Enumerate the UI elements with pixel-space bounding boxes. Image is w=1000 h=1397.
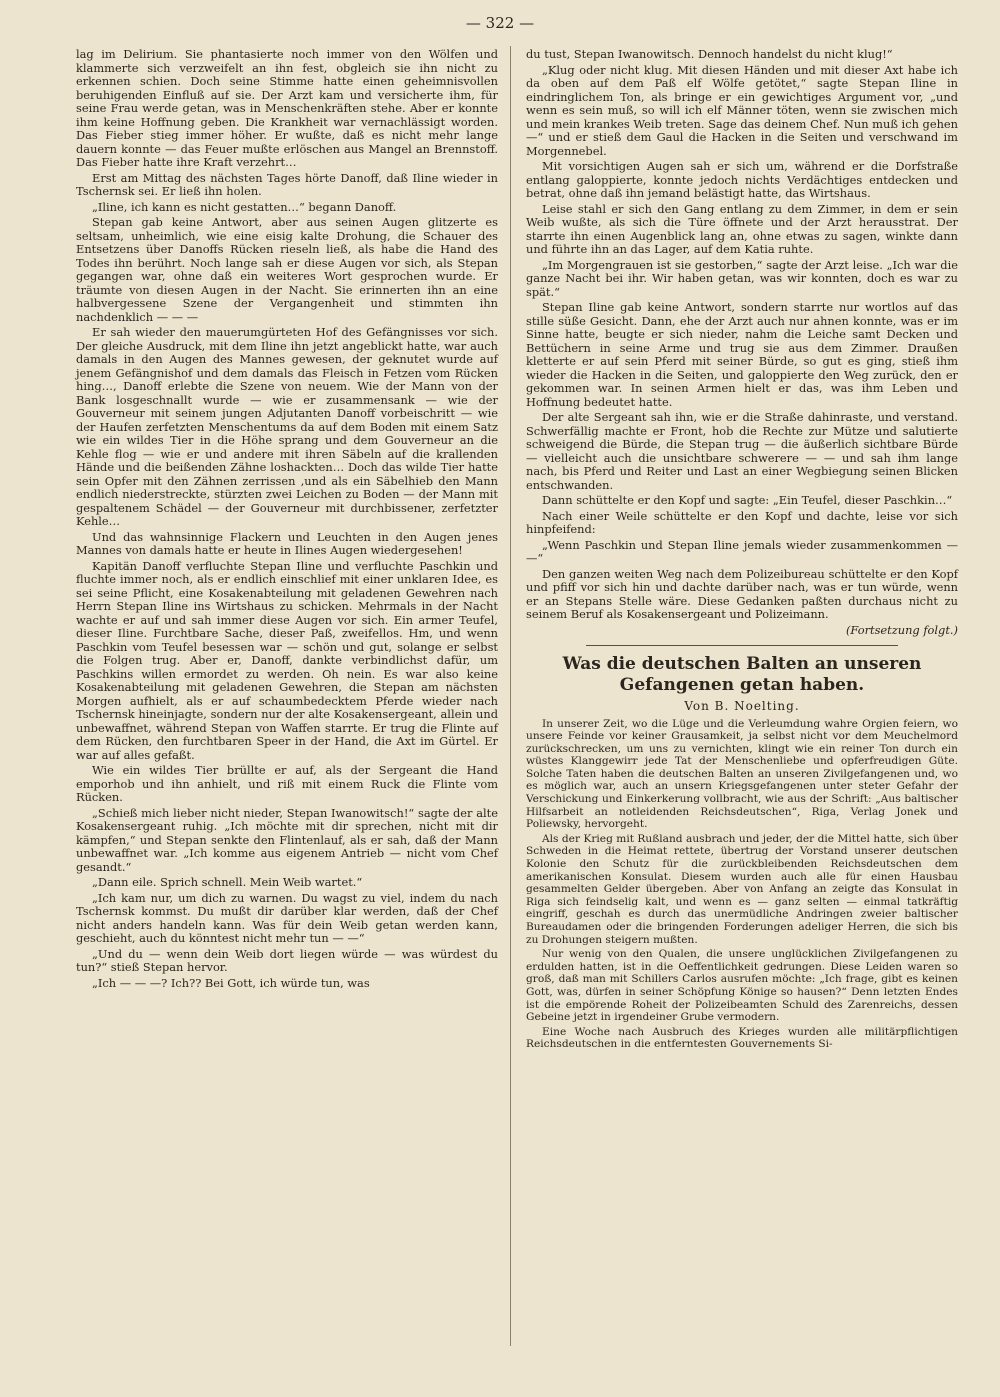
paragraph: „Schieß mich lieber nicht nieder, Stepan Iwanowitsch!“ sagte der alte Kosakensergeant ruhig. „Ich möchte mit dir sprechen, nicht mit dir kämpfen,“ und Stepan senkte den Flintenlauf, als er sah, daß der Mann unbewaffnet war. „Ich komme aus eigenem Antrieb — nicht vom Chef gesandt.“ (76, 805, 498, 874)
paragraph: „Und du — wenn dein Weib dort liegen würde — was würdest du tun?“ stieß Stepan hervor. (76, 946, 498, 974)
paragraph: Den ganzen weiten Weg nach dem Polizeibureau schüttelte er den Kopf und pfiff vor sich hin und dachte darüber nach, was er tun würde, wenn er an Stepans Stelle wäre. Diese Gedanken paßten durchaus nicht zu seinem Beruf als Kosakensergeant und Polizeimann. (526, 566, 958, 621)
right-column (526, 48, 958, 1053)
paragraph: Kapitän Danoff verfluchte Stepan Iline und verfluchte Paschkin und fluchte immer noch, als er endlich einschlief mit einer unklaren Idee, es sei seine Pflicht, eine Kosakenabteilung mit geladenen Gewehren nach Herrn Stepan Iline ins Wirtshaus zu schicken. Mehrmals in der Nacht wachte er auf und sah immer diese Augen vor sich. Ein armer Teufel, dieser Iline. Furchtbare Sache, dieser Paß, zweifellos. Hm, und wenn Paschkin vom Teufel besessen war — schön und gut, solange er selbst die Folgen trug. Aber er, Danoff, dankte verbindlichst dafür, um Paschkins willen ermordet zu werden. Oh nein. Es war also keine Kosakenabteilung mit geladenen Gewehren, die Stepan am nächsten Morgen aufhielt, als er auf schaumbedecktem Pferde wieder nach Tschernsk hineinjagte, sondern nur der alte Kosakensergeant, allein und unbewaffnet, während Stepan von Waffen starrte. Er trug die Flinte auf dem Rücken, den furchtbaren Speer in der Hand, die Axt im Gürtel. Er war auf alles gefaßt. (76, 558, 498, 762)
paragraph: Der alte Sergeant sah ihn, wie er die Straße dahinraste, und verstand. Schwerfällig machte er Front, hob die Rechte zur Mütze und salutierte schweigend die Bürde, die Stepan trug — die äußerlich sichtbare Bürde — vielleicht auch die unsichtbare schwerere — — und sah ihm lange nach, bis Pferd und Reiter und Last an einer Wegbiegung seinen Blicken entschwanden. (526, 410, 958, 492)
paragraph: „Dann eile. Sprich schnell. Mein Weib wartet.“ (92, 875, 363, 889)
paragraph: Mit vorsichtigen Augen sah er sich um, während er die Dorfstraße entlang galoppierte, konnte jedoch nichts Verdächtiges entdecken und betrat, ohne daß ihn jemand belästigt hatte, das Wirtshaus. (526, 159, 958, 200)
paragraph: „Wenn Paschkin und Stepan Iline jemals wieder zusammenkommen — —“ (526, 537, 958, 565)
paragraph: In unserer Zeit, wo die Lüge und die Verleumdung wahre Orgien feiern, wo unsere Feinde vor keiner Grausamkeit, ja selbst nicht vor dem Meuchelmord zurückschrecken, um uns zu vernichten, klingt wie ein reiner Ton durch ein wüstes Klanggewirr jede Tat der Menschenliebe und opferfreudigen Güte. Solche Taten haben die deutschen Balten an unseren Zivilgefangenen und, wo es möglich war, auch an unsern Kriegsgefangenen unter steter Gefahr der Verschickung und Einkerkerung vollbracht, wie aus der Schrift: „Aus baltischer Hilfsarbeit an notleidenden Reichsdeutschen“, Riga, Verlag Jonek und Poliewsky, hervorgeht. (526, 717, 958, 831)
paragraph: Nur wenig von den Qualen, die unsere unglücklichen Zivilgefangenen zu erdulden hatten, ist in die Oeffentlichkeit gedrungen. Diese Leiden waren so groß, daß man mit Schillers Carlos ausrufen möchte: „Ich frage, gibt es keinen Gott, was, dürfen in seiner Schöpfung Könige so hausen?“ Denn letzten Endes ist die empörende Roheit der Polizeibeamten Schuld des Zarenreichs, dessen Gebeine jetzt in irgendeiner Grube vermodern. (526, 948, 958, 1024)
paragraph: Eine Woche nach Ausbruch des Krieges wurden alle militärpflichtigen Reichsdeutschen in die entferntesten Gouvernements Si- (526, 1025, 958, 1051)
article-title: Was die deutschen Balten an unseren Gefangenen getan haben. (562, 654, 922, 695)
paragraph: Wie ein wildes Tier brüllte er auf, als der Sergeant die Hand emporhob und ihn anhielt, und riß mit einem Ruck die Flinte vom Rücken. (76, 763, 498, 804)
paragraph: Als der Krieg mit Rußland ausbrach und jeder, der die Mittel hatte, sich über Schweden in die Heimat rettete, übertrug der Vorstand unserer deutschen Kolonie den Schutz für die zurückbleibenden Reichsdeutschen dem amerikanischen Konsulat. Diesem wurden auch alle für einen Hausbau gesammelten Gelder übergeben. Aber von Anfang an zeigte das Konsulat in Riga sich feindselig kalt, und wenn es — ganz selten — einmal tatkräftig eingriff, geschah es durch das unermüdliche Andringen zweier baltischer Bureaudamen oder die bringenden Forderungen adeliger Herren, die sich bis zu Drohungen steigern mußten. (526, 832, 958, 946)
paragraph: Stepan Iline gab keine Antwort, sondern starrte nur wortlos auf das stille süße Gesicht. Dann, ehe der Arzt auch nur ahnen konnte, was er im Sinne hatte, beugte er sich nieder, nahm die Leiche samt Decken und Bettüchern in seine Arme und trug sie aus dem Zimmer. Draußen kletterte er auf sein Pferd mit seiner Bürde, so gut es ging, stieß ihm wieder die Hacken in die Seiten, und galoppierte den Weg zurück, den er gekommen war. In seinen Armen hielt er das, was ihm Leben und Hoffnung bedeutet hatte. (526, 300, 958, 409)
paragraph: „Iline, ich kann es nicht gestatten…“ begann Danoff. (92, 199, 397, 214)
paragraph: „Ich kam nur, um dich zu warnen. Du wagst zu viel, indem du nach Tschernsk kommst. Du mußt dir darüber klar werden, daß der Chef nicht anders handeln kann. Was für dein Weib getan werden kann, geschieht, auch du könntest nicht mehr tun — —“ (76, 890, 498, 945)
article-byline: Von B. Noelting. (684, 699, 800, 713)
paragraph: „Ich — — —? Ich?? Bei Gott, ich würde tun, was (92, 975, 370, 990)
continued-note: (Fortsetzung folgt.) (845, 622, 958, 637)
paragraph: Und das wahnsinnige Flackern und Leuchten in den Augen jenes Mannes von damals hatte er heute in Ilines Augen wiedergesehen! (76, 529, 498, 557)
paragraph: Leise stahl er sich den Gang entlang zu dem Zimmer, in dem er sein Weib wußte, als sich die Türe öffnete und der Arzt herausstrat. Der starrte ihn einen Augenblick lang an, ohne etwas zu sagen, winkte dann und führte ihn an das Lager, auf dem Katia ruhte. (526, 201, 958, 256)
paragraph: Dann schüttelte er den Kopf und sagte: „Ein Teufel, dieser Paschkin…“ (542, 493, 953, 507)
page-number: — 322 — (465, 14, 535, 32)
paragraph: Nach einer Weile schüttelte er den Kopf und dachte, leise vor sich hinpfeifend: (526, 508, 958, 536)
paragraph: „Klug oder nicht klug. Mit diesen Händen und mit dieser Axt habe ich da oben auf dem Paß elf Wölfe getötet,“ sagte Stepan Iline in eindringlichem Ton, als bringe er ein gewichtiges Argument vor, „und wenn es sein muß, so will ich elf Männer töten, wenn sie zwischen mich und mein krankes Weib treten. Sage das deinem Chef. Nun muß ich gehen —“ und er stieß dem Gaul die Hacken in die Seiten und verschwand im Morgennebel. (526, 62, 958, 158)
paragraph: lag im Delirium. Sie phantasierte noch immer von den Wölfen und klammerte sich verzweifelt an ihn fest, obgleich sie ihn nicht zu erkennen schien. Doch seine Stimme hatte einen geheimnisvollen beruhigenden Einfluß auf sie. Der Arzt kam und versicherte ihm, für seine Frau werde getan, was in Menschenkräften stehe. Aber er konnte ihm keine Hoffnung geben. Die Krankheit war vernachlässigt worden. Das Fieber stieg immer höher. Er wußte, daß es nicht mehr lange dauern konnte — das Feuer mußte erlöschen aus Mangel an Brennstoff. Das Fieber hatte ihre Kraft verzehrt… (76, 47, 498, 169)
paragraph: Er sah wieder den mauerumgürteten Hof des Gefängnisses vor sich. Der gleiche Ausdruck, mit dem Iline ihn jetzt angeblickt hatte, war auch damals in den Augen des Mannes gewesen, der geknutet wurde auf jenem Gefängnishof und dem damals das Fleisch in Fetzen vom Rücken hing…, Danoff erlebte die Szene von neuem. Wie der Mann von der Bank losgeschnallt wurde — wie er zusammensank — wie der Gouverneur mit seinem jungen Adjutanten Danoff vorbeischritt — wie der Haufen zerfetzten Menschentums da auf dem Boden mit einem Satz wie ein wildes Tier in die Höhe sprang und dem Gouverneur an die Kehle flog — wie er und andere mit ihren Säbeln auf die krallenden Hände und die beißenden Zähne loshackten… Doch das wilde Tier hatte sein Opfer mit den Zähnen zerrissen ‚und als ein Säbelhieb den Mann endlich niederstreckte, stürzten zwei Leichen zu Boden — der Mann mit gespaltenem Schädel — der Gouverneur mit durchbissener, zerfetzter Kehle… (76, 325, 498, 528)
left-column (76, 48, 498, 992)
paragraph: Erst am Mittag des nächsten Tages hörte Danoff, daß Iline wieder in Tschernsk sei. Er ließ ihn holen. (76, 170, 498, 198)
column-divider (510, 46, 511, 1346)
article-body (526, 718, 958, 1051)
section-rule (586, 645, 898, 646)
paragraph: du tust, Stepan Iwanowitsch. Dennoch handelst du nicht klug!“ (526, 47, 893, 61)
paragraph: „Im Morgengrauen ist sie gestorben,“ sagte der Arzt leise. „Ich war die ganze Nacht bei ihr. Wir haben getan, was wir konnten, doch es war zu spät.“ (526, 257, 958, 299)
paragraph: Stepan gab keine Antwort, aber aus seinen Augen glitzerte es seltsam, unheimlich, wie eine eisig kalte Drohung, die Schauer des Entsetzens über Danoffs Rücken rieseln ließ, als habe die Hand des Todes ihn berührt. Noch lange sah er diese Augen vor sich, als Stepan gegangen war, ohne daß ein weiteres Wort gesprochen wurde. Er träumte von diesen Augen in der Nacht. Sie erinnerten ihn an eine halbvergessene Szene der Vergangenheit und stimmten ihn nachdenklich — — — (76, 215, 498, 324)
